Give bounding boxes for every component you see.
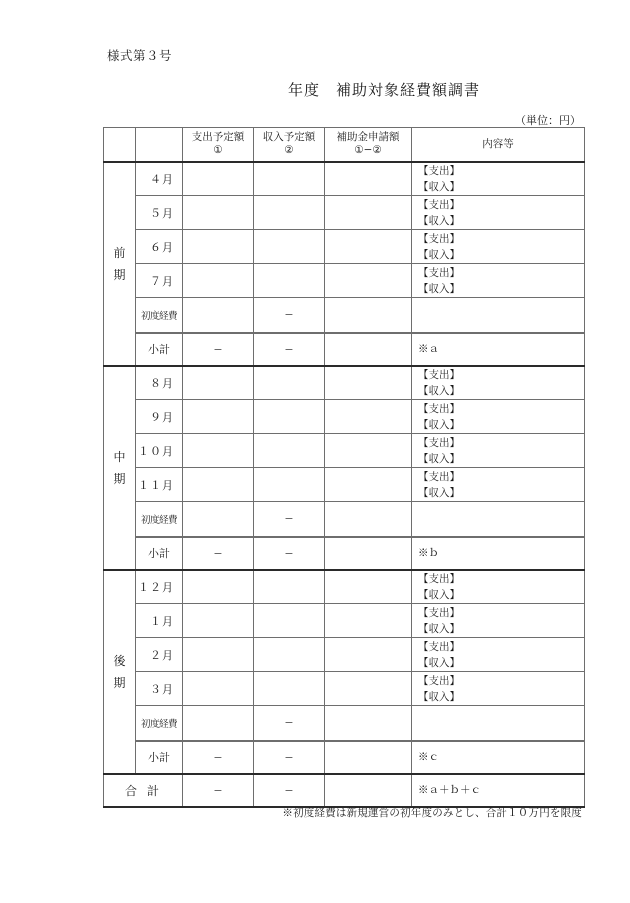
income-content-label: 【収入】 <box>418 486 460 499</box>
expense-cell[interactable] <box>183 434 254 468</box>
income-cell: − <box>254 502 325 537</box>
income-cell[interactable] <box>254 162 325 196</box>
header-row <box>104 128 585 162</box>
table-row <box>104 162 585 196</box>
initial-cost-row <box>104 502 585 537</box>
income-content-label: 【収入】 <box>418 384 460 397</box>
expense-cell[interactable] <box>183 502 254 537</box>
expense-content-label: 【支出】 <box>418 266 460 279</box>
income-content-label: 【収入】 <box>418 248 460 261</box>
period-label-char: 後 <box>113 653 126 668</box>
header-expense-marker: ① <box>213 144 223 157</box>
month-label: ９月 <box>136 400 183 434</box>
table-row <box>104 570 585 604</box>
table-row <box>104 434 585 468</box>
form-number: 様式第３号 <box>107 48 173 63</box>
total-note: ※ａ＋ｂ＋ｃ <box>412 774 585 807</box>
expense-cell[interactable] <box>183 400 254 434</box>
expense-content-label: 【支出】 <box>418 198 460 211</box>
month-label: ７月 <box>136 264 183 298</box>
content-cell[interactable] <box>412 196 585 230</box>
period-label-char: 期 <box>113 267 126 282</box>
expense-cell[interactable] <box>183 162 254 196</box>
header-subsidy <box>325 128 412 162</box>
content-cell[interactable] <box>412 672 585 706</box>
subsidy-cell[interactable] <box>325 400 412 434</box>
content-cell[interactable] <box>412 162 585 196</box>
header-subsidy-label: 補助金申請額 <box>336 131 400 144</box>
month-label: ３月 <box>136 672 183 706</box>
month-label: ６月 <box>136 230 183 264</box>
expense-content-label: 【支出】 <box>418 164 460 177</box>
period-label-char: 期 <box>113 675 126 690</box>
expense-content-label: 【支出】 <box>418 572 460 585</box>
total-row <box>104 774 585 807</box>
table-row <box>104 400 585 434</box>
income-cell[interactable] <box>254 672 325 706</box>
subsidy-cell[interactable] <box>325 672 412 706</box>
header-expense-label: 支出予定額 <box>191 131 245 144</box>
income-content-label: 【収入】 <box>418 690 460 703</box>
period-label <box>104 570 136 774</box>
income-cell[interactable] <box>254 638 325 672</box>
header-income-label: 収入予定額 <box>262 131 316 144</box>
initial-cost-label: 初度経費 <box>136 298 183 333</box>
income-cell[interactable] <box>254 196 325 230</box>
month-label: １２月 <box>136 570 183 604</box>
expense-content-label: 【支出】 <box>418 470 460 483</box>
expense-cell[interactable] <box>183 468 254 502</box>
income-cell[interactable] <box>254 264 325 298</box>
income-cell[interactable] <box>254 570 325 604</box>
period-label-char: 中 <box>113 449 126 464</box>
content-cell[interactable] <box>412 468 585 502</box>
table-row <box>104 604 585 638</box>
table-row <box>104 672 585 706</box>
subtotal-note: ※ｃ <box>412 741 585 774</box>
subtotal-row <box>104 741 585 774</box>
subsidy-cell[interactable] <box>325 434 412 468</box>
subsidy-cell[interactable] <box>325 502 412 537</box>
subtotal-label: 小計 <box>136 741 183 774</box>
subtotal-note: ※ａ <box>412 333 585 366</box>
subsidy-cell[interactable] <box>325 333 412 366</box>
content-cell[interactable] <box>412 604 585 638</box>
subsidy-cell[interactable] <box>325 366 412 400</box>
table-row <box>104 230 585 264</box>
period-label-char: 期 <box>113 471 126 486</box>
table-row <box>104 366 585 400</box>
month-label: ４月 <box>136 162 183 196</box>
subsidy-cell[interactable] <box>325 570 412 604</box>
month-label: ５月 <box>136 196 183 230</box>
content-cell[interactable] <box>412 400 585 434</box>
expense-cell[interactable] <box>183 196 254 230</box>
header-month <box>136 128 183 162</box>
subtotal-label: 小計 <box>136 537 183 570</box>
income-cell: − <box>254 774 325 807</box>
subsidy-cell[interactable] <box>325 706 412 741</box>
content-cell[interactable] <box>412 264 585 298</box>
initial-cost-label: 初度経費 <box>136 502 183 537</box>
total-label: 合計 <box>104 774 183 807</box>
expense-cell: − <box>183 741 254 774</box>
table-row <box>104 264 585 298</box>
expense-cell[interactable] <box>183 264 254 298</box>
subsidy-cell[interactable] <box>325 468 412 502</box>
month-label: １月 <box>136 604 183 638</box>
document-title: 年度 補助対象経費額調書 <box>288 81 481 99</box>
header-content: 内容等 <box>412 128 585 162</box>
income-content-label: 【収入】 <box>418 656 460 669</box>
content-cell[interactable] <box>412 366 585 400</box>
expense-table <box>103 127 585 808</box>
header-subsidy-marker: ①−② <box>354 144 382 157</box>
subsidy-cell[interactable] <box>325 264 412 298</box>
initial-cost-row <box>104 298 585 333</box>
content-cell[interactable] <box>412 230 585 264</box>
month-label: １１月 <box>136 468 183 502</box>
subsidy-cell[interactable] <box>325 230 412 264</box>
expense-content-label: 【支出】 <box>418 368 460 381</box>
month-label: １０月 <box>136 434 183 468</box>
income-cell[interactable] <box>254 434 325 468</box>
expense-cell: − <box>183 537 254 570</box>
period-label-char: 前 <box>113 245 126 260</box>
expense-cell[interactable] <box>183 706 254 741</box>
header-income <box>254 128 325 162</box>
income-content-label: 【収入】 <box>418 282 460 295</box>
subtotal-label: 小計 <box>136 333 183 366</box>
content-cell[interactable] <box>412 502 585 537</box>
income-content-label: 【収入】 <box>418 418 460 431</box>
content-cell[interactable] <box>412 638 585 672</box>
subsidy-cell[interactable] <box>325 774 412 807</box>
expense-content-label: 【支出】 <box>418 232 460 245</box>
income-cell: − <box>254 741 325 774</box>
expense-cell[interactable] <box>183 672 254 706</box>
period-label <box>104 366 136 570</box>
income-content-label: 【収入】 <box>418 180 460 193</box>
month-label: ２月 <box>136 638 183 672</box>
income-cell: − <box>254 537 325 570</box>
expense-cell[interactable] <box>183 570 254 604</box>
income-cell: − <box>254 706 325 741</box>
month-label: ８月 <box>136 366 183 400</box>
unit-note: （単位：円） <box>515 114 581 127</box>
subsidy-cell[interactable] <box>325 741 412 774</box>
expense-content-label: 【支出】 <box>418 606 460 619</box>
content-cell[interactable] <box>412 706 585 741</box>
income-cell: − <box>254 333 325 366</box>
expense-cell[interactable] <box>183 638 254 672</box>
table-row <box>104 196 585 230</box>
table-row <box>104 468 585 502</box>
income-cell[interactable] <box>254 604 325 638</box>
subsidy-cell[interactable] <box>325 604 412 638</box>
table-row <box>104 638 585 672</box>
content-cell[interactable] <box>412 298 585 333</box>
subtotal-note: ※ｂ <box>412 537 585 570</box>
subsidy-cell[interactable] <box>325 162 412 196</box>
income-content-label: 【収入】 <box>418 622 460 635</box>
initial-cost-row <box>104 706 585 741</box>
subsidy-cell[interactable] <box>325 537 412 570</box>
income-cell[interactable] <box>254 366 325 400</box>
header-period <box>104 128 136 162</box>
expense-content-label: 【支出】 <box>418 436 460 449</box>
income-content-label: 【収入】 <box>418 588 460 601</box>
subtotal-row <box>104 537 585 570</box>
income-cell: − <box>254 298 325 333</box>
subsidy-cell[interactable] <box>325 638 412 672</box>
expense-cell[interactable] <box>183 230 254 264</box>
income-cell[interactable] <box>254 230 325 264</box>
subtotal-row <box>104 333 585 366</box>
footnote: ※初度経費は新規運営の初年度のみとし、合計１０万円を限度 <box>282 807 582 819</box>
expense-content-label: 【支出】 <box>418 640 460 653</box>
period-label <box>104 162 136 366</box>
initial-cost-label: 初度経費 <box>136 706 183 741</box>
income-cell[interactable] <box>254 468 325 502</box>
header-expense <box>183 128 254 162</box>
expense-content-label: 【支出】 <box>418 674 460 687</box>
content-cell[interactable] <box>412 570 585 604</box>
subsidy-cell[interactable] <box>325 196 412 230</box>
income-cell[interactable] <box>254 400 325 434</box>
expense-cell[interactable] <box>183 604 254 638</box>
expense-cell[interactable] <box>183 366 254 400</box>
content-cell[interactable] <box>412 434 585 468</box>
income-content-label: 【収入】 <box>418 214 460 227</box>
income-content-label: 【収入】 <box>418 452 460 465</box>
header-income-marker: ② <box>284 144 294 157</box>
expense-cell: − <box>183 774 254 807</box>
expense-cell[interactable] <box>183 298 254 333</box>
expense-cell: − <box>183 333 254 366</box>
expense-content-label: 【支出】 <box>418 402 460 415</box>
subsidy-cell[interactable] <box>325 298 412 333</box>
